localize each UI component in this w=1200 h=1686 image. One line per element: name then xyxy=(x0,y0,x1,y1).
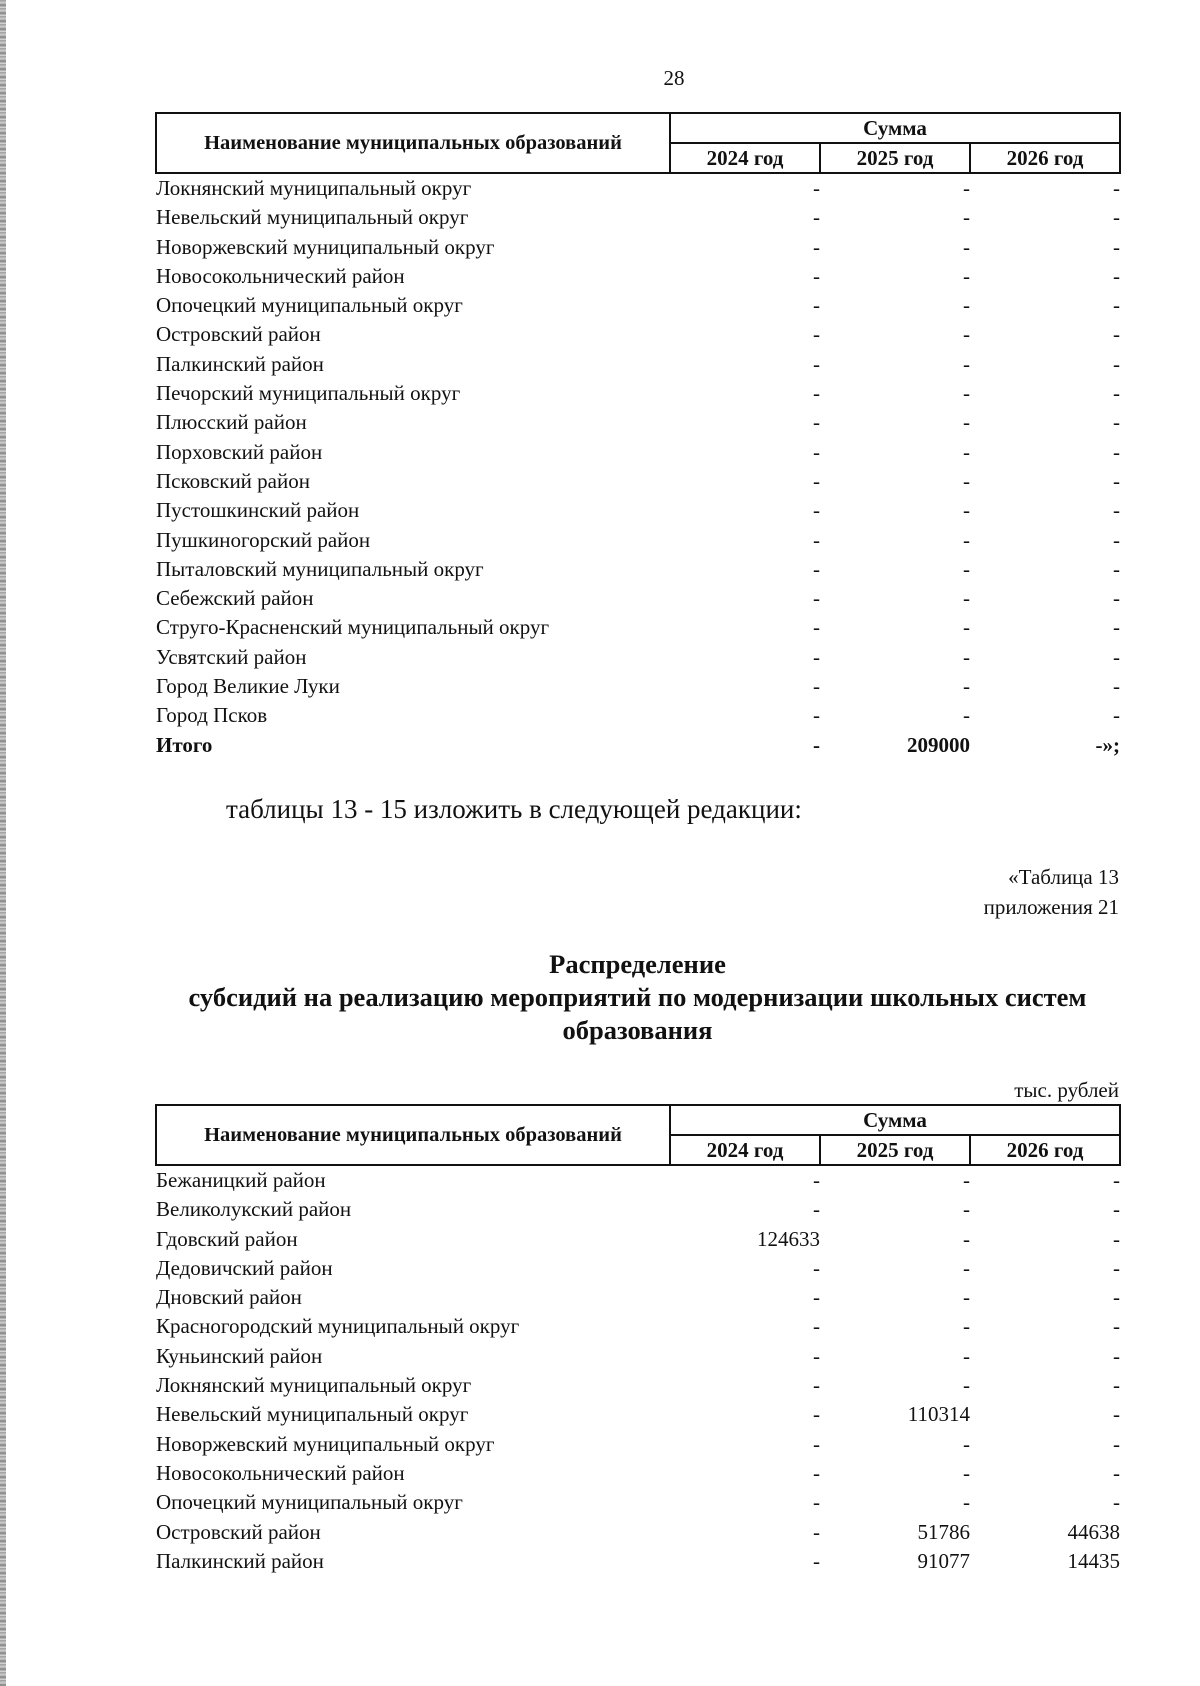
table-previous-body xyxy=(156,173,1120,731)
cell-2026: - xyxy=(1113,439,1121,464)
header-year-2024: 2024 год xyxy=(670,143,820,173)
cell-2024: - xyxy=(813,293,820,318)
header-year-2024: 2024 год xyxy=(670,1135,820,1165)
table-row xyxy=(156,467,1120,496)
cell-2025: - xyxy=(963,1168,970,1192)
cell-2025: - xyxy=(963,410,970,435)
total-2026: -»; xyxy=(1095,732,1121,757)
cell-2026: - xyxy=(1113,703,1121,728)
cell-2025: 110314 xyxy=(907,1402,970,1427)
cell-2026: - xyxy=(1113,293,1121,318)
table-row xyxy=(156,496,1120,525)
scan-edge xyxy=(0,0,6,1686)
cell-2025: - xyxy=(963,293,970,318)
table-row xyxy=(156,1547,1120,1576)
cell-2025: - xyxy=(963,1226,970,1251)
cell-2024: - xyxy=(813,205,820,230)
cell-2024: - xyxy=(813,468,820,493)
cell-2026: - xyxy=(1113,527,1121,552)
cell-2024: - xyxy=(813,556,820,581)
table-reference-line1: «Таблица 13 xyxy=(1008,865,1119,889)
header-year-2026: 2026 год xyxy=(970,143,1120,173)
cell-2024: - xyxy=(813,644,820,669)
row-name: Куньинский район xyxy=(156,1343,323,1368)
cell-2025: - xyxy=(963,1255,970,1280)
cell-2025: - xyxy=(963,176,970,200)
cell-2024: - xyxy=(813,1285,820,1310)
total-2025: 209000 xyxy=(907,732,970,757)
cell-2026: - xyxy=(1113,351,1121,376)
row-name: Невельский муниципальный округ xyxy=(156,1402,469,1427)
cell-2026: - xyxy=(1113,410,1121,435)
cell-2024: - xyxy=(813,1255,820,1280)
heading-line3: образования xyxy=(562,1015,713,1045)
row-name: Островский район xyxy=(156,1519,321,1544)
cell-2024: - xyxy=(813,1197,820,1222)
table-reference-line2: приложения 21 xyxy=(983,895,1119,919)
cell-2026: - xyxy=(1113,381,1121,406)
table-row xyxy=(156,1283,1120,1312)
row-name: Дедовичский район xyxy=(156,1255,333,1280)
cell-2024: - xyxy=(813,1548,820,1573)
table-row xyxy=(156,1400,1120,1429)
row-name: Палкинский район xyxy=(156,1548,324,1573)
cell-2025: - xyxy=(963,498,970,523)
heading-line1: Распределение xyxy=(549,949,726,979)
cell-2024: - xyxy=(813,439,820,464)
cell-2024: - xyxy=(813,1343,820,1368)
row-name: Бежаницкий район xyxy=(156,1168,326,1192)
row-name: Новосокольнический район xyxy=(156,1460,405,1485)
row-name: Псковский район xyxy=(156,468,310,493)
cell-2024: - xyxy=(813,1519,820,1544)
cell-2025: - xyxy=(963,205,970,230)
table-row xyxy=(156,526,1120,555)
table-reference xyxy=(984,862,1119,922)
cell-2026: - xyxy=(1113,1168,1121,1192)
cell-2025: - xyxy=(963,1197,970,1222)
header-sum: Сумма xyxy=(670,113,1120,143)
cell-2024: - xyxy=(813,176,820,200)
row-name: Опочецкий муниципальный округ xyxy=(156,293,463,318)
cell-2025: - xyxy=(963,1314,970,1339)
cell-2026: - xyxy=(1113,1226,1121,1251)
header-year-2025: 2025 год xyxy=(820,1135,970,1165)
cell-2024: - xyxy=(813,1402,820,1427)
cell-2026: - xyxy=(1113,1460,1121,1485)
table-row xyxy=(156,1371,1120,1400)
cell-2024: - xyxy=(813,234,820,259)
table-row xyxy=(156,203,1120,232)
table-row xyxy=(156,613,1120,642)
row-name: Дновский район xyxy=(156,1285,302,1310)
cell-2025: - xyxy=(963,586,970,611)
cell-2026: - xyxy=(1113,1431,1121,1456)
table-row xyxy=(156,1342,1120,1371)
cell-2024: - xyxy=(813,1373,820,1398)
header-sum: Сумма xyxy=(670,1105,1120,1135)
cell-2026: - xyxy=(1113,1373,1121,1398)
cell-2025: - xyxy=(963,615,970,640)
row-name: Печорский муниципальный округ xyxy=(156,381,461,406)
cell-2026: - xyxy=(1113,1402,1121,1427)
cell-2025: - xyxy=(963,674,970,699)
row-name: Город Великие Луки xyxy=(156,674,340,699)
table-row xyxy=(156,1254,1120,1283)
row-name: Невельский муниципальный округ xyxy=(156,205,469,230)
table-row xyxy=(156,379,1120,408)
cell-2024: - xyxy=(813,1314,820,1339)
cell-2024: - xyxy=(813,674,820,699)
row-name: Палкинский район xyxy=(156,351,324,376)
cell-2025: - xyxy=(963,468,970,493)
cell-2025: - xyxy=(963,1285,970,1310)
cell-2026: - xyxy=(1113,1197,1121,1222)
cell-2026: - xyxy=(1113,1285,1121,1310)
cell-2024: - xyxy=(813,1168,820,1192)
row-name: Островский район xyxy=(156,322,321,347)
cell-2025: - xyxy=(963,351,970,376)
row-name: Новоржевский муниципальный округ xyxy=(156,234,495,259)
cell-2026: - xyxy=(1113,1343,1121,1368)
cell-2025: - xyxy=(963,1343,970,1368)
cell-2026: - xyxy=(1113,176,1121,200)
total-row xyxy=(156,731,1120,760)
row-name: Локнянский муниципальный округ xyxy=(156,176,472,200)
table-row xyxy=(156,350,1120,379)
cell-2026: - xyxy=(1113,468,1121,493)
header-year-2026: 2026 год xyxy=(970,1135,1120,1165)
row-name: Пустошкинский район xyxy=(156,498,360,523)
cell-2026: 44638 xyxy=(1067,1519,1121,1544)
row-name: Усвятский район xyxy=(156,644,307,669)
cell-2024: - xyxy=(813,586,820,611)
cell-2025: - xyxy=(963,703,970,728)
cell-2024: 124633 xyxy=(757,1226,820,1251)
cell-2025: - xyxy=(963,439,970,464)
table-row xyxy=(156,262,1120,291)
cell-2025: 91077 xyxy=(917,1548,970,1573)
document-heading xyxy=(100,948,1175,1047)
cell-2026: 14435 xyxy=(1067,1548,1121,1573)
cell-2024: - xyxy=(813,1490,820,1515)
cell-2026: - xyxy=(1113,615,1121,640)
total-2024: - xyxy=(813,732,820,757)
heading-line2: субсидий на реализацию мероприятий по модернизации школьных систем xyxy=(188,982,1087,1012)
table-row xyxy=(156,1488,1120,1517)
cell-2024: - xyxy=(813,498,820,523)
cell-2026: - xyxy=(1113,322,1121,347)
cell-2024: - xyxy=(813,1460,820,1485)
cell-2025: - xyxy=(963,263,970,288)
row-name: Опочецкий муниципальный округ xyxy=(156,1490,463,1515)
cell-2025: - xyxy=(963,1490,970,1515)
cell-2026: - xyxy=(1113,674,1121,699)
row-name: Гдовский район xyxy=(156,1226,298,1251)
header-year-2025: 2025 год xyxy=(820,143,970,173)
row-name: Красногородский муниципальный округ xyxy=(156,1314,520,1339)
page-number: 28 xyxy=(663,66,685,90)
table-row xyxy=(156,1430,1120,1459)
cell-2026: - xyxy=(1113,1255,1121,1280)
cell-2026: - xyxy=(1113,234,1121,259)
row-name: Пушкиногорский район xyxy=(156,527,371,552)
table-row xyxy=(156,1459,1120,1488)
table-row xyxy=(156,438,1120,467)
cell-2025: - xyxy=(963,381,970,406)
cell-2025: - xyxy=(963,1431,970,1456)
total-label: Итого xyxy=(156,732,213,757)
cell-2024: - xyxy=(813,703,820,728)
header-name: Наименование муниципальных образований xyxy=(156,113,670,173)
row-name: Локнянский муниципальный округ xyxy=(156,1373,472,1398)
cell-2026: - xyxy=(1113,205,1121,230)
cell-2024: - xyxy=(813,322,820,347)
row-name: Струго-Красненский муниципальный округ xyxy=(156,615,550,640)
cell-2025: - xyxy=(963,644,970,669)
table-row xyxy=(156,555,1120,584)
cell-2026: - xyxy=(1113,498,1121,523)
cell-2026: - xyxy=(1113,644,1121,669)
cell-2024: - xyxy=(813,263,820,288)
table-row xyxy=(156,643,1120,672)
table-previous xyxy=(155,112,1121,760)
table-row xyxy=(156,1165,1120,1195)
row-name: Себежский район xyxy=(156,586,314,611)
table-row xyxy=(156,233,1120,262)
cell-2025: - xyxy=(963,322,970,347)
cell-2026: - xyxy=(1113,1314,1121,1339)
table-row xyxy=(156,408,1120,437)
header-name: Наименование муниципальных образований xyxy=(156,1105,670,1165)
cell-2025: 51786 xyxy=(917,1519,970,1544)
cell-2026: - xyxy=(1113,586,1121,611)
table-row xyxy=(156,1518,1120,1547)
intro-text: таблицы 13 - 15 изложить в следующей редакции: xyxy=(226,794,802,824)
cell-2025: - xyxy=(963,527,970,552)
row-name: Порховский район xyxy=(156,439,323,464)
cell-2024: - xyxy=(813,351,820,376)
table-row xyxy=(156,1195,1120,1224)
table-13 xyxy=(155,1104,1121,1576)
row-name: Новосокольнический район xyxy=(156,263,405,288)
table-row xyxy=(156,291,1120,320)
cell-2026: - xyxy=(1113,263,1121,288)
row-name: Новоржевский муниципальный округ xyxy=(156,1431,495,1456)
cell-2025: - xyxy=(963,1460,970,1485)
table-row xyxy=(156,584,1120,613)
table-row xyxy=(156,320,1120,349)
cell-2025: - xyxy=(963,556,970,581)
cell-2026: - xyxy=(1113,1490,1121,1515)
cell-2025: - xyxy=(963,234,970,259)
row-name: Плюсский район xyxy=(156,410,307,435)
table-row xyxy=(156,672,1120,701)
units-label: тыс. рублей xyxy=(1014,1078,1119,1102)
table-row xyxy=(156,701,1120,730)
row-name: Великолукский район xyxy=(156,1197,352,1222)
cell-2026: - xyxy=(1113,556,1121,581)
cell-2024: - xyxy=(813,410,820,435)
cell-2024: - xyxy=(813,615,820,640)
cell-2024: - xyxy=(813,381,820,406)
row-name: Пыталовский муниципальный округ xyxy=(156,556,484,581)
table-row xyxy=(156,1225,1120,1254)
cell-2025: - xyxy=(963,1373,970,1398)
table-row xyxy=(156,173,1120,203)
cell-2024: - xyxy=(813,1431,820,1456)
cell-2024: - xyxy=(813,527,820,552)
table-13-body xyxy=(156,1165,1120,1576)
row-name: Город Псков xyxy=(156,703,268,728)
table-row xyxy=(156,1312,1120,1341)
